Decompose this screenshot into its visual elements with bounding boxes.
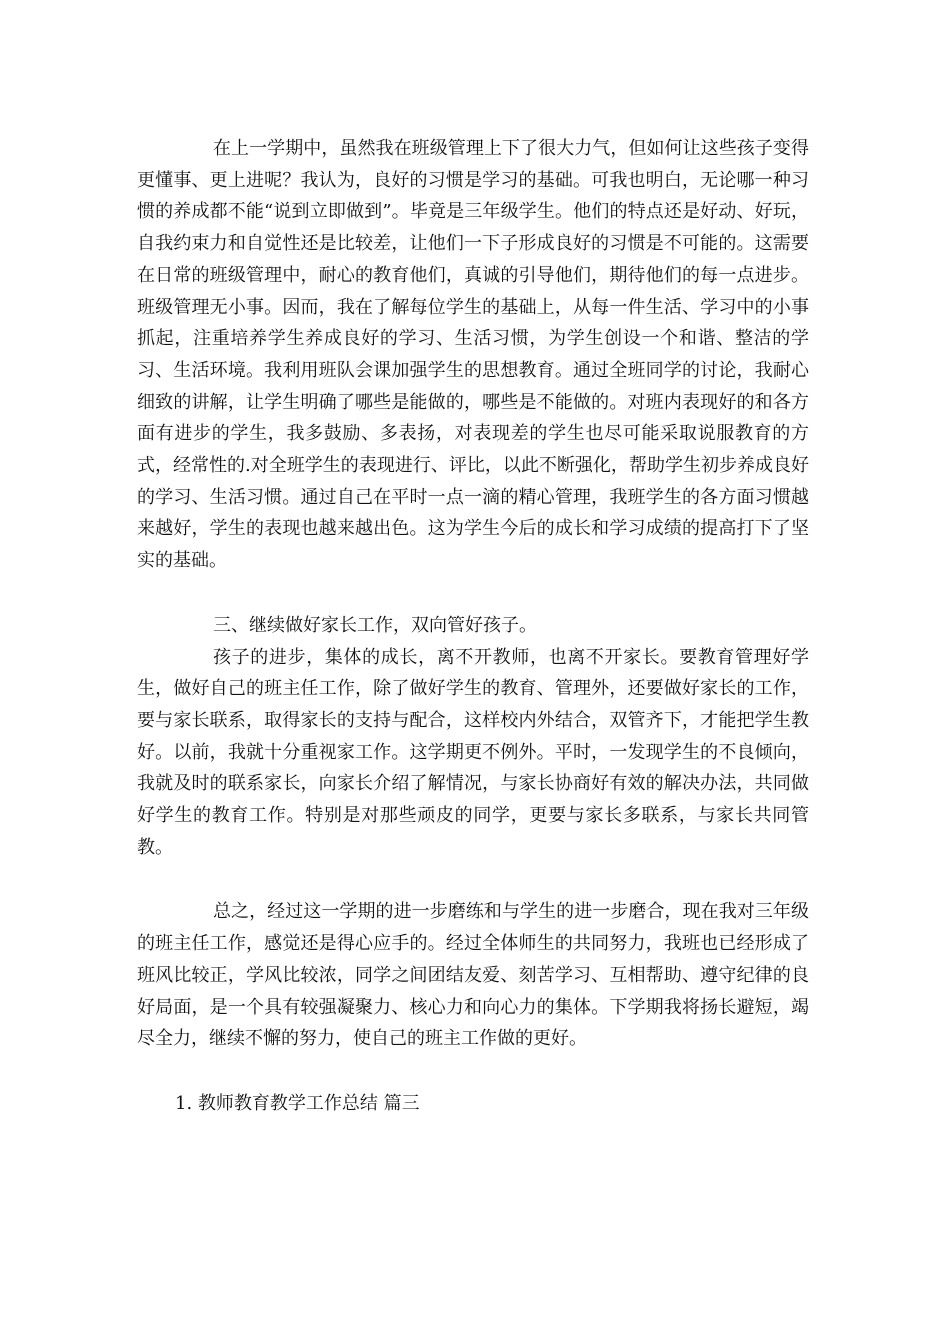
paragraph-conclusion: 总之，经过这一学期的进一步磨练和与学生的进一步磨合，现在我对三年级的班主任工作，感觉还是得心应手的。经过全体师生的共同努力，我班也已经形成了班风比较正，学风比较浓，同学之间团结友爱、刻苦学习、互相帮助、遵守纪律的良好局面，是一个具有较强凝聚力、核心力和向心力的集体。下学期我将扬长避短，竭尽全力，继续不懈的努力，使自己的班主工作做的更好。 bbox=[137, 901, 809, 1050]
paragraph-class-management: 在上一学期中，虽然我在班级管理上下了很大力气，但如何让这些孩子变得更懂事、更上进呢？我认为，良好的习惯是学习的基础。可我也明白，无论哪一种习惯的养成都不能“说到立即做到”。毕竟是三年级学生。他们的特点还是好动、好玩，自我约束力和自觉性还是比较差，让他们一下子形成良好的习惯是不可能的。这需要在日常的班级管理中，耐心的教育他们，真诚的引导他们，期待他们的每一点进步。班级管理无小事。因而，我在了解每位学生的基础上，从每一件生活、学习中的小事抓起，注重培养学生养成良好的学习、生活习惯，为学生创设一个和谐、整洁的学习、生活环境。我利用班队会课加强学生的思想教育。通过全班同学的讨论，我耐心细致的讲解，让学生明确了哪些是能做的，哪些是不能做的。对班内表现好的和各方面有进步的学生，我多鼓励、多表扬，对表现差的学生也尽可能采取说服教育的方式，经常性的.对全班学生的表现进行、评比，以此不断强化，帮助学生初步养成良好的学习、生活习惯。通过自己在平时一点一滴的精心管理，我班学生的各方面习惯越来越好，学生的表现也越来越出色。这为学生今后的成长和学习成绩的提高打下了坚实的基础。 bbox=[137, 138, 809, 572]
list-item-next-article: 1. 教师教育教学工作总结 篇三 bbox=[175, 1092, 420, 1114]
section-heading-parent-work: 三、继续做好家长工作，双向管好孩子。 bbox=[213, 614, 537, 636]
document-body bbox=[137, 133, 809, 1120]
paragraph-parent-work: 孩子的进步，集体的成长，离不开教师，也离不开家长。要教育管理好学生，做好自己的班主任工作，除了做好学生的教育、管理外，还要做好家长的工作，要与家长联系，取得家长的支持与配合，这样校内外结合，双管齐下，才能把学生教好。以前，我就十分重视家工作。这学期更不例外。平时，一发现学生的不良倾向，我就及时的联系家长，向家长介绍了解情况，与家长协商好有效的解决办法，共同做好学生的教育工作。特别是对那些顽皮的同学，更要与家长多联系，与家长共同管教。 bbox=[137, 646, 809, 858]
